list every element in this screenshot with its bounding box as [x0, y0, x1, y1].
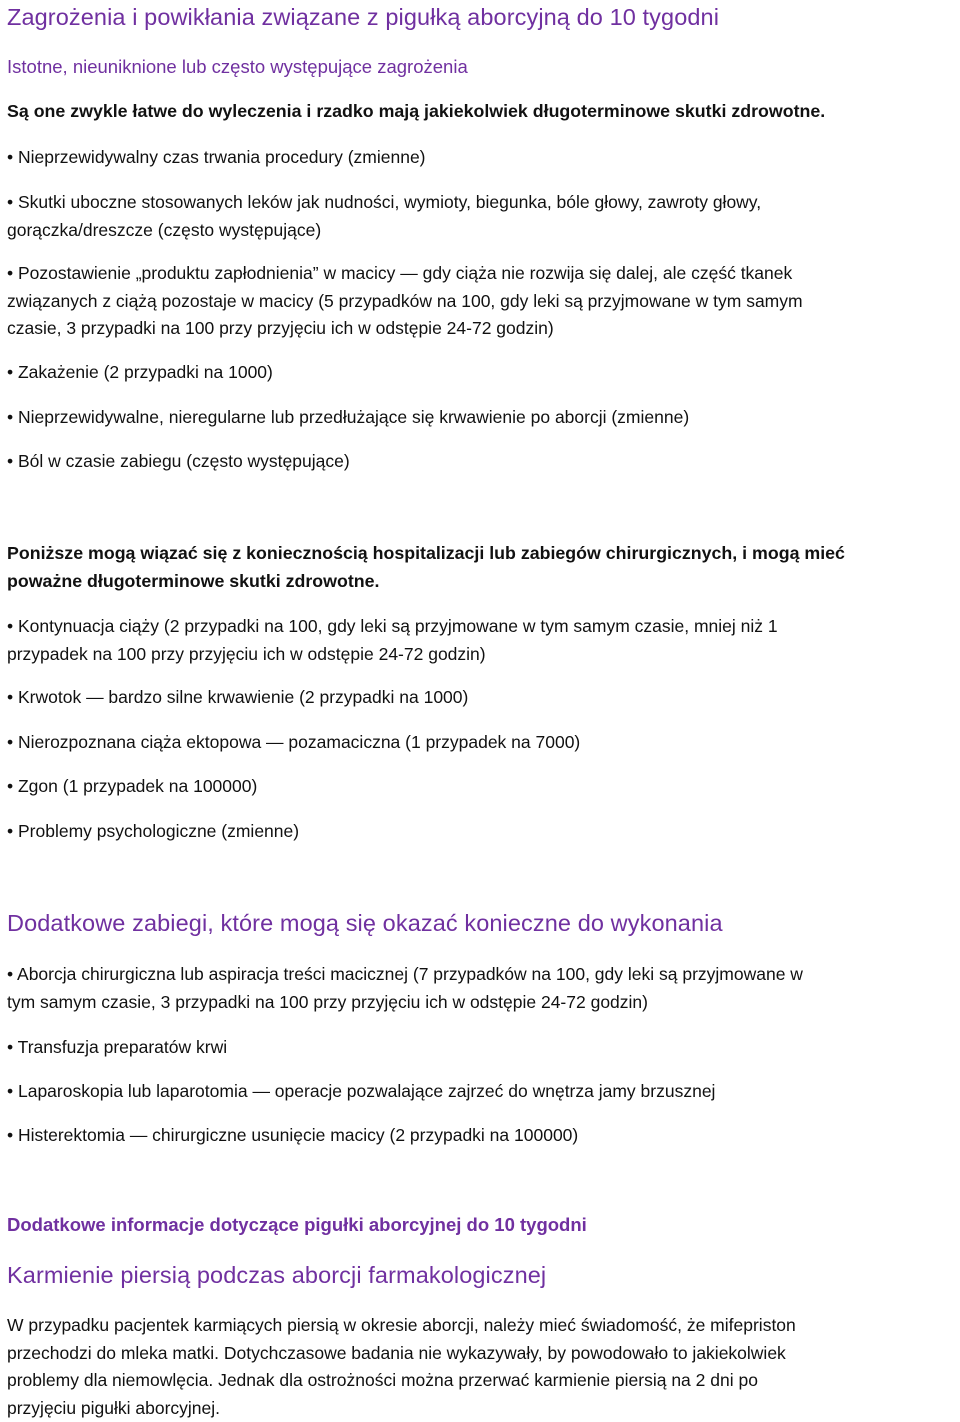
risk-item-4-line-1: • Zakażenie (2 przypadki na 1000) — [7, 359, 273, 387]
serious-item-1-line-2: przypadek na 100 przy przyjęciu ich w odstępie 24-72 godzin) — [7, 641, 778, 669]
risk-item-5-line-1: • Nieprzewidywalne, nieregularne lub przedłużające się krwawienie po aborcji (zmienne) — [7, 404, 689, 432]
serious-item-4-line-1: • Zgon (1 przypadek na 100000) — [7, 773, 257, 801]
page-title: Zagrożenia i powikłania związane z pigułką aborcyjną do 10 tygodni — [7, 4, 719, 31]
breastfeeding-line-3: problemy dla niemowlęcia. Jednak dla ostrożności można przerwać karmienie piersią na 2 dni po — [7, 1367, 796, 1395]
section1-intro: Są one zwykle łatwe do wyleczenia i rzadko mają jakiekolwiek długoterminowe skutki zdrowotne. — [7, 101, 825, 122]
section4-heading: Dodatkowe informacje dotyczące pigułki aborcyjnej do 10 tygodni — [7, 1214, 587, 1236]
procedure-item-3 — [7, 1078, 715, 1106]
procedure-item-3-line-1: • Laparoskopia lub laparotomia — operacje pozwalające zajrzeć do wnętrza jamy brzusznej — [7, 1078, 715, 1106]
risk-item-3 — [7, 260, 803, 343]
risk-item-4 — [7, 359, 273, 387]
procedure-item-4 — [7, 1122, 578, 1150]
breastfeeding-line-4: przyjęciu pigułki aborcyjnej. — [7, 1395, 796, 1422]
serious-item-2-line-1: • Krwotok — bardzo silne krwawienie (2 przypadki na 1000) — [7, 684, 468, 712]
serious-item-1-line-1: • Kontynuacja ciąży (2 przypadki na 100, gdy leki są przyjmowane w tym samym czasie, mniej niż 1 — [7, 613, 778, 641]
procedure-item-1 — [7, 961, 803, 1016]
section3-heading: Dodatkowe zabiegi, które mogą się okazać konieczne do wykonania — [7, 910, 723, 937]
section2-intro-line-1: Poniższe mogą wiązać się z koniecznością hospitalizacji lub zabiegów chirurgicznych, i mogą mieć — [7, 539, 845, 567]
serious-item-5 — [7, 818, 299, 846]
risk-item-2-line-1: • Skutki uboczne stosowanych leków jak nudności, wymioty, biegunka, bóle głowy, zawroty głowy, — [7, 189, 761, 217]
section5-heading: Karmienie piersią podczas aborcji farmakologicznej — [7, 1262, 546, 1289]
risk-item-1 — [7, 144, 426, 172]
section2-intro — [7, 539, 845, 595]
section1-subtitle: Istotne, nieuniknione lub często występujące zagrożenia — [7, 56, 468, 78]
procedure-item-2-line-1: • Transfuzja preparatów krwi — [7, 1034, 227, 1062]
serious-item-5-line-1: • Problemy psychologiczne (zmienne) — [7, 818, 299, 846]
breastfeeding-line-1: W przypadku pacjentek karmiących piersią w okresie aborcji, należy mieć świadomość, że mifepriston — [7, 1312, 796, 1340]
serious-item-3 — [7, 729, 580, 757]
procedure-item-2 — [7, 1034, 227, 1062]
procedure-item-1-line-1: • Aborcja chirurgiczna lub aspiracja treści macicznej (7 przypadków na 100, gdy leki są przyjmowane w — [7, 961, 803, 989]
section2-intro-line-2: poważne długoterminowe skutki zdrowotne. — [7, 567, 845, 595]
serious-item-3-line-1: • Nierozpoznana ciąża ektopowa — pozamaciczna (1 przypadek na 7000) — [7, 729, 580, 757]
risk-item-5 — [7, 404, 689, 432]
risk-item-6 — [7, 448, 350, 476]
breastfeeding-line-2: przechodzi do mleka matki. Dotychczasowe badania nie wykazywały, by powodowało to jakiekolwiek — [7, 1340, 796, 1368]
serious-item-4 — [7, 773, 257, 801]
risk-item-2-line-2: gorączka/dreszcze (często występujące) — [7, 217, 761, 245]
serious-item-1 — [7, 613, 778, 668]
breastfeeding-paragraph — [7, 1312, 796, 1422]
procedure-item-1-line-2: tym samym czasie, 3 przypadki na 100 przy przyjęciu ich w odstępie 24-72 godzin) — [7, 989, 803, 1017]
serious-item-2 — [7, 684, 468, 712]
procedure-item-4-line-1: • Histerektomia — chirurgiczne usunięcie macicy (2 przypadki na 100000) — [7, 1122, 578, 1150]
risk-item-3-line-1: • Pozostawienie „produktu zapłodnienia” w macicy — gdy ciąża nie rozwija się dalej, ale część tkanek — [7, 260, 803, 288]
risk-item-2 — [7, 189, 761, 244]
risk-item-1-line-1: • Nieprzewidywalny czas trwania procedury (zmienne) — [7, 144, 426, 172]
risk-item-6-line-1: • Ból w czasie zabiegu (często występujące) — [7, 448, 350, 476]
risk-item-3-line-3: czasie, 3 przypadki na 100 przy przyjęciu ich w odstępie 24-72 godzin) — [7, 315, 803, 343]
risk-item-3-line-2: związanych z ciążą pozostaje w macicy (5 przypadków na 100, gdy leki są przyjmowane w tym samym — [7, 288, 803, 316]
